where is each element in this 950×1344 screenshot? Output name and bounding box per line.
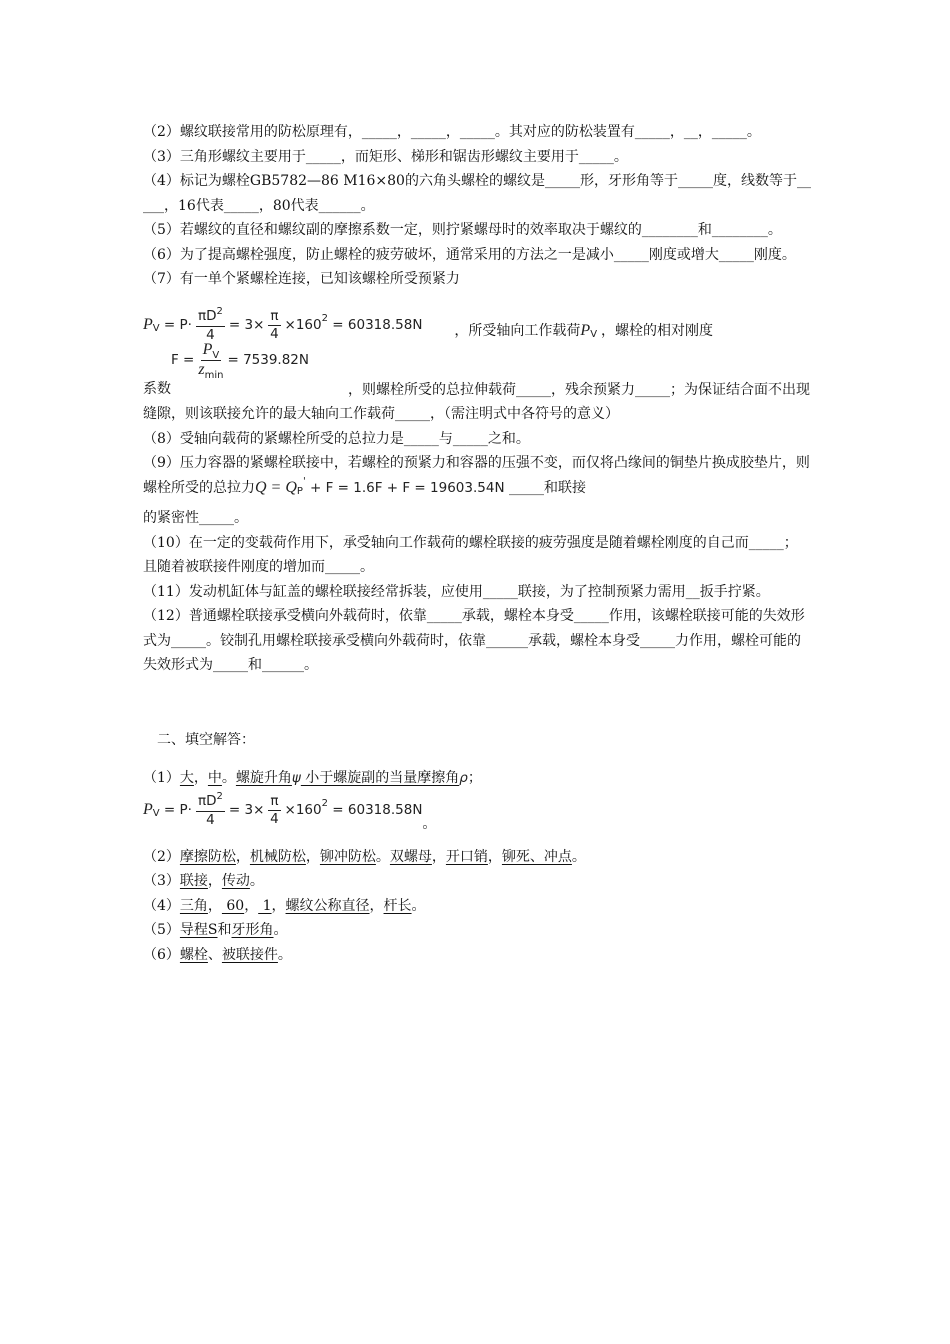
question-9: （9）压力容器的紧螺栓联接中，若螺栓的预紧力和容器的压强不变，而仅将凸缘间的铜垫片换成胶垫片，则螺栓所受的总拉力 Q = Q P ' + F = 1.6F + F = 19603.54N _____和联接 — [143, 451, 811, 500]
question-6: （6）为了提高螺栓强度，防止螺栓的疲劳破坏，通常采用的方法之一是减小_____刚度或增大_____刚度。 — [143, 246, 796, 263]
question-7-equation-row: P V = P· $\frac{\pi D^2}{4}$ = 3× $\frac{\pi}{4}$ ×160 2 = 60318.58N ，所受轴向工作载荷 P V ，螺栓的相对刚度 — [143, 305, 714, 343]
document-body — [143, 120, 811, 967]
answer-1-equation-row: P V = P· $\frac{\pi D^2}{4}$ = 3× $\frac{\pi}{4}$ ×160 2 = 60318.58N 。 — [143, 790, 437, 833]
answer-preload-equation: P V = P· $\frac{\pi D^2}{4}$ = 3× $\frac{\pi}{4}$ ×160 2 = 60318.58N — [143, 790, 423, 828]
question-4: （4）标记为螺栓GB5782—86 M16×80的六角头螺栓的螺纹是_____形，牙形角等于_____度，线数等于_____，16代表_____，80代表______。 — [143, 173, 811, 214]
question-11: （11）发动机缸体与缸盖的螺栓联接经常拆装，应使用_____联接，为了控制预紧力需用__扳手拧紧。 — [143, 583, 770, 600]
pv-symbol: P V — [580, 322, 598, 340]
question-12: （12）普通螺栓联接承受横向外载荷时，依靠_____承载，螺栓本身受_____作用，该螺栓联接可能的失效形式为_____。铰制孔用螺栓联接承受横向外载荷时，依靠______承载，螺栓本身受_____力作用，螺栓可能的失效形式为_____和______。 — [143, 608, 805, 673]
question-5: （5）若螺纹的直径和螺纹副的摩擦系数一定，则拧紧螺母时的效率取决于螺纹的________和________。 — [143, 222, 782, 238]
total-tension-equation: Q = Q P ' + F = 1.6F + F = 19603.54N — [255, 475, 505, 497]
question-2: （2）螺纹联接常用的防松原理有，_____，_____，_____。其对应的防松装置有_____，__，_____。 — [143, 124, 761, 140]
question-7-tail: ，则螺栓所受的总拉伸载荷_____，残余预紧力_____；为保证结合面不出现缝隙，则该联接允许的最大轴向工作载荷_____，（需注明式中各符号的意义） — [143, 381, 810, 422]
answer-2: （2）摩擦防松，机械防松，铆冲防松。双螺母，开口销，铆死、冲点。 — [143, 848, 586, 865]
answer-3: （3）联接，传动。 — [143, 873, 264, 889]
fraction-pi-over-4: $\frac{\pi}{4}$ — [270, 308, 279, 342]
answer-5: （5）导程S和牙形角。 — [143, 922, 288, 938]
answer-6: （6）螺栓、被联接件。 — [143, 946, 292, 963]
fraction-pv-over-zmin: $\frac{P_V}{z_{min}}$ — [198, 340, 224, 381]
stiffness-equation: F = $\frac{P_V}{z_{min}}$ = 7539.82N — [171, 340, 309, 381]
question-8: （8）受轴向载荷的紧螺栓所受的总拉力是_____与_____之和。 — [143, 430, 530, 447]
preload-equation: P V = P· $\frac{\pi D^2}{4}$ = 3× $\frac{\pi}{4}$ ×160 2 = 60318.58N — [143, 305, 423, 343]
section-2-title: 二、填空解答： — [157, 731, 255, 748]
answer-1: （1）大，中。螺旋升角ψ 小于螺旋副的当量摩擦角ρ； — [143, 770, 482, 786]
question-7-intro: （7）有一单个紧螺栓连接，已知该螺栓所受预紧力 — [143, 271, 460, 287]
answer-4: （4）三角， 60， 1，螺纹公称直径，杆长。 — [143, 897, 426, 914]
fraction-piD2-over-4: $\frac{\pi D^2}{4}$ — [197, 305, 223, 343]
question-7-coefficient-row: 系数 F = $\frac{P_V}{z_{min}}$ = 7539.82N — [143, 340, 309, 397]
question-10: （10）在一定的变载荷作用下，承受轴向工作载荷的螺栓联接的疲劳强度是随着螺栓刚度的自己而_____；且随着被联接件刚度的增加而_____。 — [143, 534, 798, 575]
question-3: （3）三角形螺纹主要用于_____，而矩形、梯形和锯齿形螺纹主要用于_____。 — [143, 148, 628, 165]
question-9-tail: 的紧密性_____。 — [143, 510, 248, 526]
